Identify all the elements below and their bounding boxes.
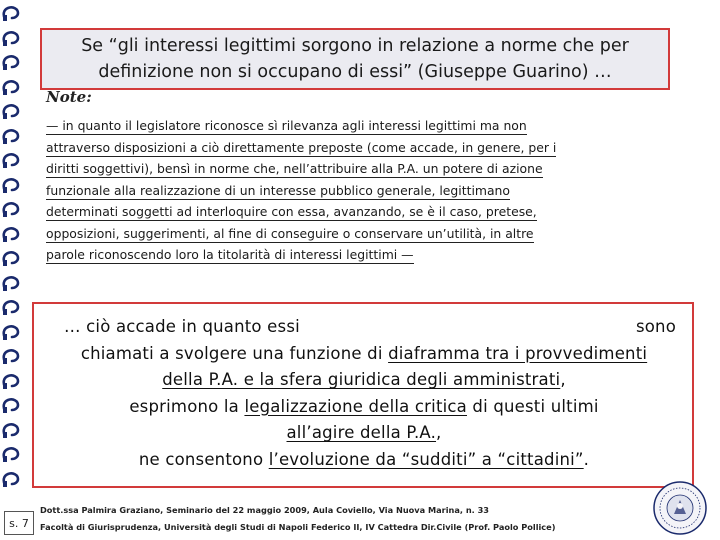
binding-ring-icon xyxy=(2,80,20,95)
quote-line-5-b: , xyxy=(436,423,442,442)
binding-ring-icon xyxy=(2,202,20,217)
slide-title: Se “gli interessi legittimi sorgono in relazione a norme che per definizione non si occupano di essi” (Giuseppe Guarino) … xyxy=(81,36,629,82)
quote-line-4-b: di questi ultimi xyxy=(466,396,599,416)
quote-line-1-b: sono xyxy=(635,317,676,336)
quote-line-2 xyxy=(46,341,682,368)
binding-ring-icon xyxy=(2,300,20,315)
binding-ring-icon xyxy=(2,55,20,70)
quote-line-5-u: all’agire della P.A. xyxy=(286,423,437,442)
note-line-3: diritti soggettivi), bensì in norme che, nell’attribuire alla P.A. un potere di azione xyxy=(46,161,543,176)
title-box xyxy=(40,28,670,90)
note-line-2: attraverso disposizioni a ciò direttamente preposte (come accade, in genere, per i xyxy=(46,139,557,155)
binding-ring-icon xyxy=(2,447,20,462)
footer xyxy=(40,502,640,536)
binding-ring-icon xyxy=(2,6,20,21)
quote-line-6-b: . xyxy=(583,449,590,469)
quote-line-3-u: della P.A. e la sfera giuridica degli amministrati xyxy=(162,370,561,389)
quote-line-5 xyxy=(46,420,682,447)
note-label: Note: xyxy=(46,88,92,106)
binding-ring-icon xyxy=(2,423,20,438)
university-seal-icon xyxy=(652,480,708,536)
quote-line-4-u: legalizzazione della critica xyxy=(244,396,467,416)
note-line-7: parole riconoscendo loro la titolarità di interessi legittimi — xyxy=(46,247,414,262)
note-line-5: determinati soggetti ad interloquire con essa, avanzando, se è il caso, pretese, xyxy=(46,204,537,219)
binding-ring-icon xyxy=(2,349,20,364)
footer-line-2: Facoltà di Giurisprudenza, Università degli Studi di Napoli Federico II, IV Cattedra Dir.Civile (Prof. Paolo Pollice) xyxy=(40,522,556,532)
binding-ring-icon xyxy=(2,178,20,193)
binding-ring-icon xyxy=(2,398,20,413)
footer-line-1: Dott.ssa Palmira Graziano, Seminario del 22 maggio 2009, Aula Coviello, Via Nuova Marina, n. 33 xyxy=(40,505,490,515)
quote-line-2-a: chiamati a svolgere una funzione di xyxy=(80,343,389,363)
binding-ring-icon xyxy=(2,325,20,340)
quote-line-1 xyxy=(46,314,682,341)
note-text xyxy=(46,115,696,266)
spiral-binding xyxy=(0,0,26,498)
quote-line-4 xyxy=(46,394,682,421)
quote-line-6 xyxy=(46,447,682,474)
binding-ring-icon xyxy=(2,251,20,266)
quote-box xyxy=(32,302,694,488)
note-line-6: opposizioni, suggerimenti, al fine di conseguire o conservare un’utilità, in altre xyxy=(46,225,534,241)
note-line-4: funzionale alla realizzazione di un interesse pubblico generale, legittimano xyxy=(46,182,510,198)
binding-ring-icon xyxy=(2,153,20,168)
binding-ring-icon xyxy=(2,104,20,119)
binding-ring-icon xyxy=(2,276,20,291)
note-line-1: — in quanto il legislatore riconosce sì rilevanza agli interessi legittimi ma non xyxy=(46,118,527,133)
binding-ring-icon xyxy=(2,472,20,487)
quote-line-6-u: l’evoluzione da “sudditi” a “cittadini” xyxy=(268,449,584,469)
quote-line-6-a: ne consentono xyxy=(138,449,269,469)
binding-ring-icon xyxy=(2,227,20,242)
quote-line-2-u: diaframma tra i provvedimenti xyxy=(388,343,648,363)
binding-ring-icon xyxy=(2,129,20,144)
binding-ring-icon xyxy=(2,374,20,389)
quote-line-3 xyxy=(46,367,682,394)
binding-ring-icon xyxy=(2,31,20,46)
slide-number: s. 7 xyxy=(4,511,34,535)
quote-line-3-b: , xyxy=(560,370,566,389)
quote-line-4-a: esprimono la xyxy=(129,396,245,416)
quote-line-1-a: … ciò accade in quanto essi xyxy=(64,317,300,336)
